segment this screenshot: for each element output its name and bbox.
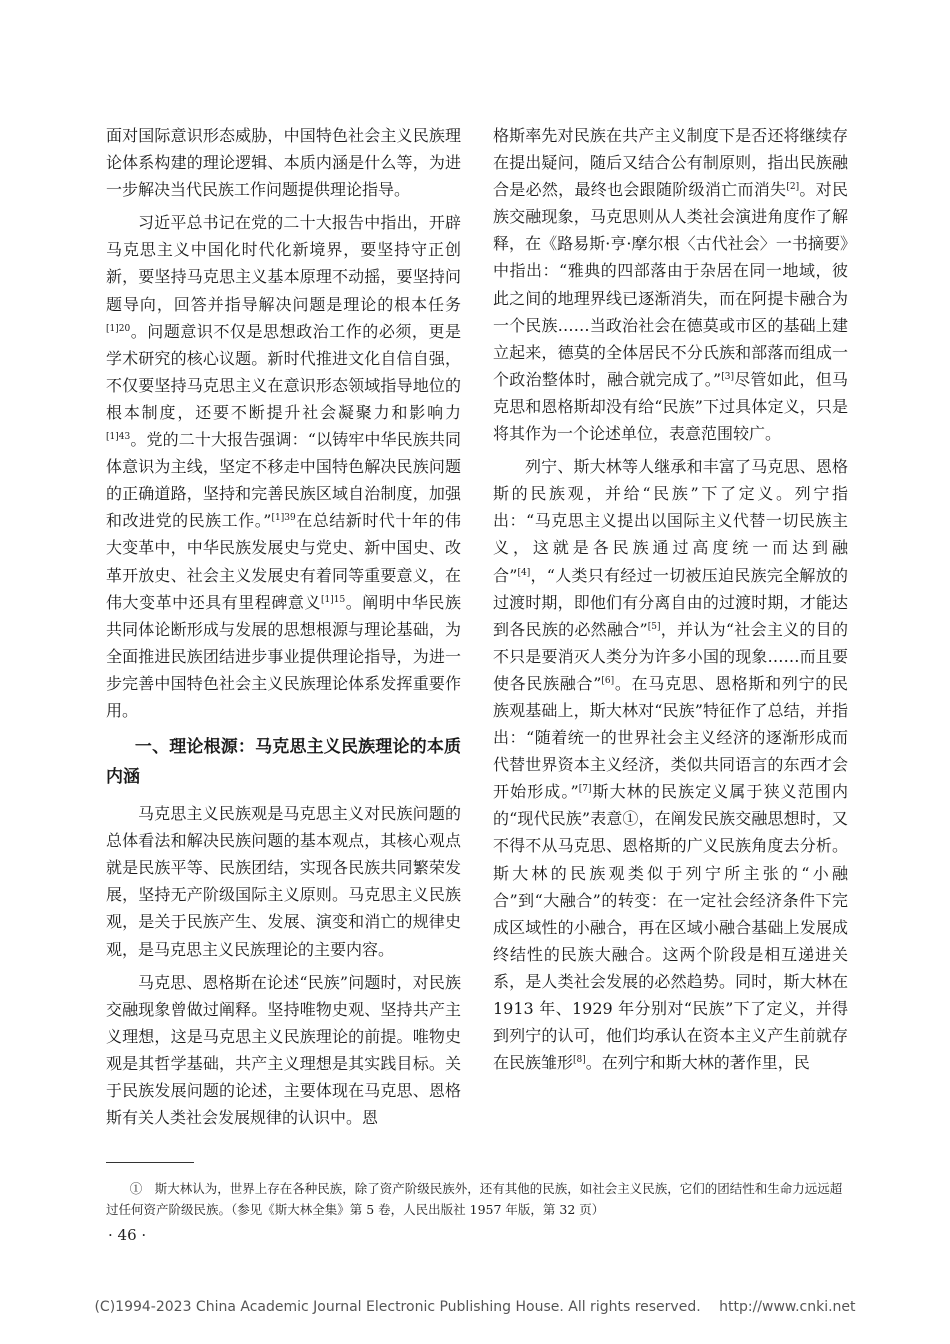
citation[interactable]: [1]20 xyxy=(106,323,131,334)
citation[interactable]: [1]43 xyxy=(106,432,131,443)
right-column xyxy=(493,122,848,1076)
citation[interactable]: [2] xyxy=(786,182,800,193)
page-number: · 46 · xyxy=(108,1226,147,1244)
paragraph: 格斯率先对民族在共产主义制度下是否还将继续存在提出疑问，随后又结合公有制原则，指出民族融合是必然，最终也会跟随阶级消亡而消失[2]。对民族交融现象，马克思则从人类社会演进角度作了解释，在《路易斯·亨·摩尔根〈古代社会〉一书摘要》中指出：“雅典的四部落由于杂居在同一地域，彼此之间的地理界线已逐渐消失，而在阿提卡融合为一个民族……当政治社会在德莫或市区的基础上建立起来，德莫的全体居民不分氏族和部落而组成一个政治整体时，融合就完成了。”[3]尽管如此，但马克思和恩格斯却没有给“民族”下过具体定义，只是将其作为一个论述单位，表意范围较广。 xyxy=(493,126,848,444)
paragraph: 马克思、恩格斯在论述“民族”问题时，对民族交融现象曾做过阐释。坚持唯物史观、坚持共产主义理想，这是马克思主义民族理论的前提。唯物史观是其哲学基础，共产主义理想是其实践目标。关于民族发展问题的论述，主要体现在马克思、恩格斯有关人类社会发展规律的认识中。恩 xyxy=(106,972,461,1128)
footnote-divider xyxy=(106,1162,194,1163)
paragraph: 列宁、斯大林等人继承和丰富了马克思、恩格斯的民族观，并给“民族”下了定义。列宁指出：“马克思主义提出以国际主义代替一切民族主义，这就是各民族通过高度统一而达到融合”[4]，“人类只有经过一切被压迫民族完全解放的过渡时期，即他们有分离自由的过渡时期，才能达到各民族的必然融合”[5]，并认为“社会主义的目的不只是要消灭人类分为许多小国的现象……而且要使各民族融合”[6]。在马克思、恩格斯和列宁的民族观基础上，斯大林对“民族”特征作了总结，并指出：“随着统一的世界社会主义经济的逐渐形成而代替世界资本主义经济，类似共同语言的东西才会开始形成。”[7]斯大林的民族定义属于狭义范围内的“现代民族”表意①，在阐发民族交融思想时，又不得不从马克思、恩格斯的广义民族角度去分析。斯大林的民族观类似于列宁所主张的“小融合”到“大融合”的转变：在一定社会经济条件下完成区域性的小融合，再在区域小融合基础上发展成终结性的民族大融合。这两个阶段是相互递进关系，是人类社会发展的必然趋势。同时，斯大林在 1913 年、1929 年分别对“民族”下了定义，并得到列宁的认可，他们均承认在资本主义产生前就存在民族雏形[8]。在列宁和斯大林的著作里，民 xyxy=(493,457,848,1073)
copyright-notice: (C)1994-2023 China Academic Journal Electronic Publishing House. All rights reserved. http://www.cnki.net xyxy=(94,1299,856,1315)
citation[interactable]: [6] xyxy=(601,675,615,686)
paragraph: 习近平总书记在党的二十大报告中指出，开辟马克思主义中国化时代化新境界，要坚持守正创新，要坚持马克思主义基本原理不动摇，要坚持问题导向，回答并指导解决问题是理论的根本任务$^{[1]20}$。问题意识不仅是思想政治工作的必须，更是学术研究的核心议题。新时代推进文化自信自强，不仅要坚持马克思主义在意识形态领域指导地位的根本制度，还要不断提升社会凝聚力和影响力$^{[1]43}$。党的二十大报告强调：“以铸牢中华民族共同体意识为主线，坚定不移走中国特色解决民族问题的正确道路，坚持和完善民族区域自治制度，加强和改进党的民族工作。”$^{[1]39}$在总结新时代十年的伟大变革中，中华民族发展史与党史、新中国史、改革开放史、社会主义发展史有着同等重要意义，在伟大变革中还具有里程碑意义$^{[1]15}$。阐明中华民族共同体论断形成与发展的思想根源与理论基础，为全面推进民族团结进步事业提供理论指导，为进一步完善中国特色社会主义民族理论体系发挥重要作用。 xyxy=(106,213,461,720)
citation[interactable]: [1]15 xyxy=(321,594,346,605)
left-column xyxy=(106,122,461,1131)
citation[interactable]: [4] xyxy=(517,567,531,578)
footnote: ① 斯大林认为，世界上存在各种民族，除了资产阶级民族外，还有其他的民族，如社会主义民族，它们的团结性和生命力远远超过任何资产阶级民族。（参见《斯大林全集》第 5 卷，人民出版社 1957 年版，第 32 页） xyxy=(106,1181,843,1217)
citation[interactable]: [8] xyxy=(573,1055,586,1066)
citation[interactable]: [7] xyxy=(578,784,592,795)
section-heading: 一、理论根源：马克思主义民族理论的本质内涵 xyxy=(106,737,461,788)
citation[interactable]: [5] xyxy=(647,621,661,632)
paragraph: 马克思主义民族观是马克思主义对民族问题的总体看法和解决民族问题的基本观点，其核心观点就是民族平等、民族团结，实现各民族共同繁荣发展，坚持无产阶级国际主义原则。马克思主义民族观，是关于民族产生、发展、演变和消亡的规律史观，是马克思主义民族理论的主要内容。 xyxy=(106,804,461,959)
citation[interactable]: [1]39 xyxy=(271,513,296,524)
citation[interactable]: [3] xyxy=(721,371,734,382)
paragraph: 面对国际意识形态威胁，中国特色社会主义民族理论体系构建的理论逻辑、本质内涵是什么等，为进一步解决当代民族工作问题提供理论指导。 xyxy=(106,126,461,200)
